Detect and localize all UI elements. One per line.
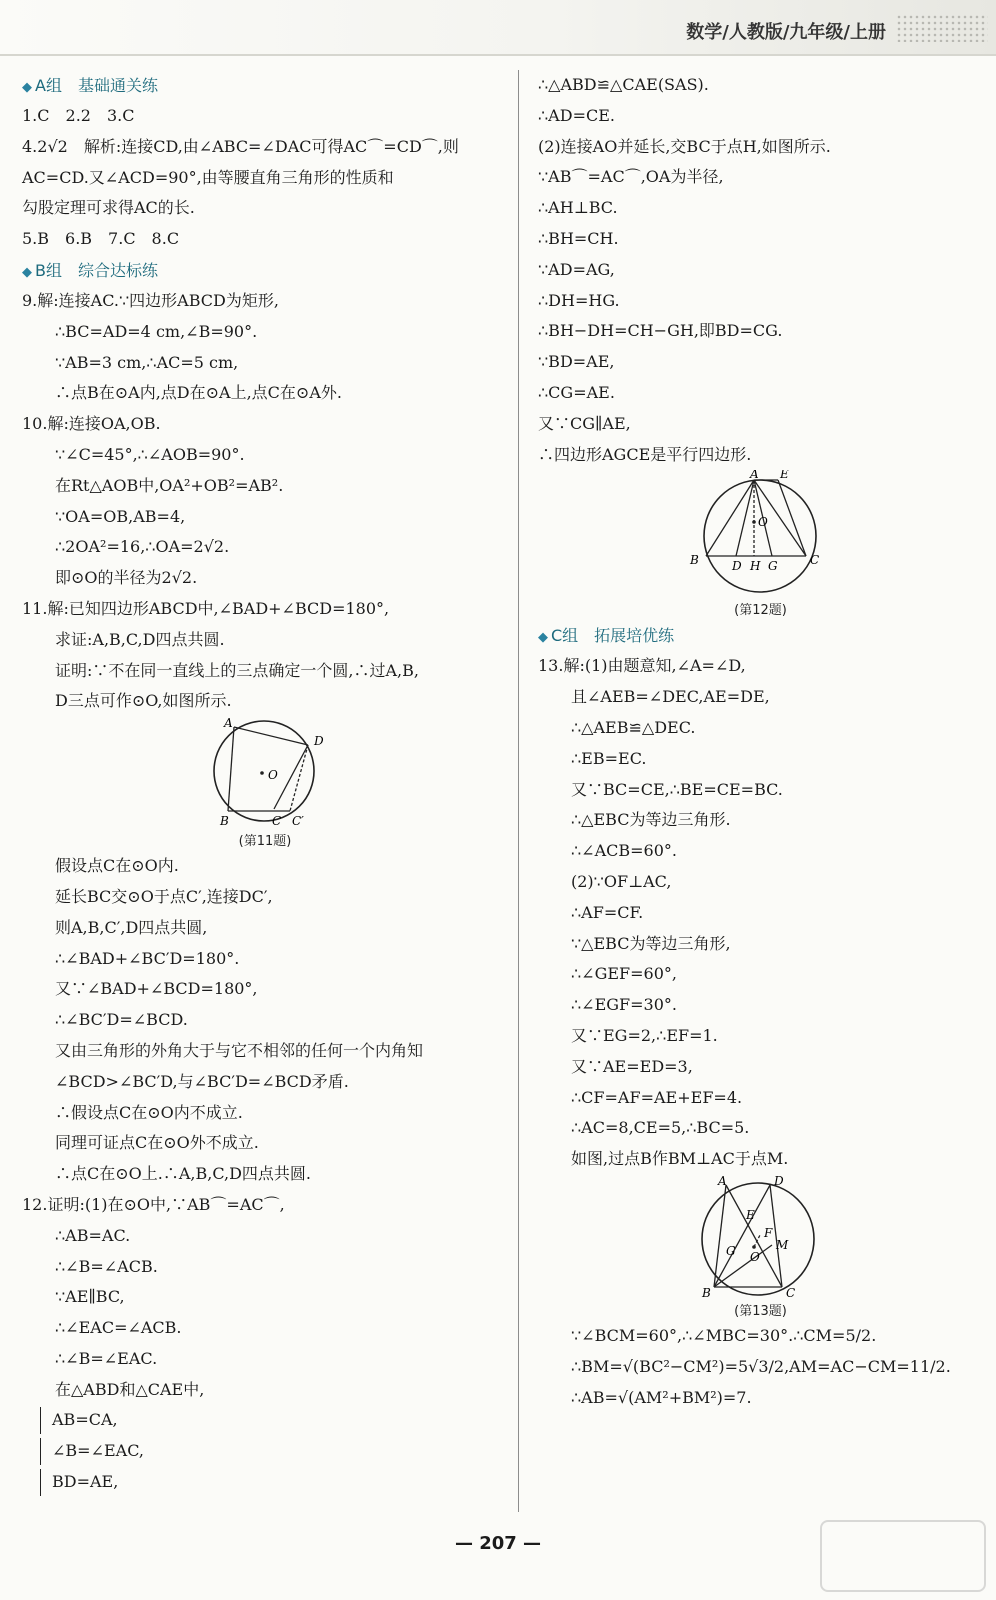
fig12-figure (686, 470, 836, 602)
fig13-segment-BM (714, 1245, 772, 1287)
solution-line: ∴AD=CE. (538, 105, 615, 125)
solution-line: BD=AE, (22, 1467, 508, 1498)
fig13-label: F (763, 1225, 772, 1240)
fig13-segment-DB (714, 1185, 770, 1287)
section-heading (22, 255, 508, 286)
solution-line: 则A,B,C′,D四点共圆, (55, 917, 208, 937)
solution-line: ∴2OA²=16,∴OA=2√2. (55, 537, 230, 557)
page-number: — 207 — (454, 1533, 542, 1554)
fig11-segment-AB (228, 727, 234, 811)
solution-line: 延长BC交⊙O于点C′,连接DC′, (55, 886, 273, 906)
fig11-diagram (180, 717, 350, 829)
solution-line: ∴∠GEF=60°, (571, 964, 677, 984)
fig13-label: A (717, 1174, 727, 1188)
solution-line: 又∵CG∥AE, (538, 413, 631, 433)
fig11-label: O (268, 768, 278, 783)
solution-line: 又∵BC=CE,∴BE=CE=BC. (571, 779, 783, 799)
solution-line: 又∵AE=ED=3, (571, 1056, 693, 1076)
fig11-segment-DC′ (290, 745, 308, 811)
fig11-label: C′ (292, 814, 304, 829)
solution-line: 在△ABD和△CAE中, (55, 1379, 205, 1399)
solution-line: ∠B=∠EAC, (22, 1436, 508, 1467)
solution-line: ∴∠EGF=30°. (571, 995, 677, 1015)
solution-line: ∴点C在⊙O上.∴A,B,C,D四点共圆. (55, 1164, 312, 1184)
solution-line: ∴BH−DH=CH−GH,即BD=CG. (538, 321, 783, 341)
fig13-diagram (686, 1175, 836, 1299)
solution-line: 1.C 2.2 3.C (22, 106, 135, 125)
fig13-segment-AB (714, 1185, 726, 1287)
fig12-segment-EC (778, 480, 806, 556)
solution-line: ∴BM=√(BC²−CM²)=5√3/2,AM=AC−CM=11/2. (571, 1356, 951, 1376)
fig11-segment-CD (274, 745, 308, 809)
fig12-caption: (第12题) (734, 603, 787, 619)
section-heading-text: C组 拓展培优练 (551, 626, 675, 646)
fig11-caption: (第11题) (238, 834, 292, 850)
solution-line: 5.B 6.B 7.C 8.C (22, 229, 180, 249)
solution-line: ∴∠B=∠EAC. (55, 1348, 158, 1368)
header-dot-pattern (896, 14, 988, 42)
solution-line: ∵∠BCM=60°,∴∠MBC=30°.∴CM=5/2. (571, 1325, 877, 1345)
solution-line: (2)∵OF⊥AC, (571, 871, 672, 891)
column-divider (518, 70, 519, 1512)
fig11-label: A (224, 717, 233, 731)
fig12-segment-AB (706, 480, 754, 556)
solution-line: 假设点C在⊙O内. (55, 856, 179, 876)
fig12-label: D (731, 559, 742, 574)
solution-line: ∴AH⊥BC. (538, 198, 618, 218)
fig11-center-point (260, 771, 264, 775)
solution-line: 即⊙O的半径为2√2. (55, 568, 198, 588)
header-title: 数学/人教版/九年级/上册 (686, 22, 886, 43)
solution-line: ∴BH=CH. (538, 228, 619, 248)
solution-line: ∵AD=AG, (538, 259, 615, 279)
solution-line: ∴∠EAC=∠ACB. (55, 1318, 182, 1338)
solution-line: 如图,过点B作BM⊥AC于点M. (571, 1149, 789, 1169)
section-heading-text: A组 基础通关练 (35, 76, 158, 95)
solution-line: ∵BD=AE, (538, 352, 615, 372)
fig12-label: O (757, 515, 768, 530)
diamond-icon: ◆ (22, 264, 32, 280)
watermark-logo (820, 1520, 986, 1592)
solution-line: ∴AF=CF. (571, 902, 644, 922)
solution-line: ∴DH=HG. (538, 290, 620, 310)
fig12-label: G (767, 559, 778, 574)
solution-line: 在Rt△AOB中,OA²+OB²=AB². (55, 475, 284, 495)
solution-line: ∴∠BC′D=∠BCD. (55, 1010, 188, 1030)
solution-line: ∴四边形AGCE是平行四边形. (538, 444, 752, 464)
fig12-label: H (749, 559, 760, 574)
fig11-figure (180, 717, 350, 833)
solution-line: 勾股定理可求得AC的长. (22, 198, 195, 218)
fig13-label: G (725, 1243, 736, 1258)
section-heading-text: B组 综合达标练 (35, 260, 158, 280)
fig11-label: B (220, 814, 229, 829)
left-column (22, 70, 508, 1498)
solution-line: ∴△ABD≌△CAE(SAS). (538, 75, 709, 94)
solution-line: AC=CD.又∠ACD=90°,由等腰直角三角形的性质和 (22, 167, 394, 187)
section-heading (538, 620, 983, 651)
fig13-label: B (701, 1285, 711, 1299)
fig11-label: C (272, 814, 282, 829)
solution-line: ∴CF=AF=AE+EF=4. (571, 1087, 743, 1107)
solution-line: ∵AE∥BC, (55, 1287, 125, 1307)
fig12-label: E (779, 470, 789, 482)
fig12-label: A (749, 470, 759, 482)
section-heading (22, 70, 508, 101)
fig13-label: C (785, 1285, 795, 1299)
fig13-figure (686, 1175, 836, 1303)
solution-line: 同理可证点C在⊙O外不成立. (55, 1133, 259, 1153)
fig12-segment-AD (736, 480, 754, 556)
solution-line: ∴CG=AE. (538, 382, 615, 402)
fig13-label: E (745, 1207, 755, 1222)
solution-line: ∴∠ACB=60°. (571, 841, 677, 861)
solution-line: 又由三角形的外角大于与它不相邻的任何一个内角知 (55, 1040, 424, 1060)
fig13-center-point (752, 1245, 756, 1249)
solution-line: 且∠AEB=∠DEC,AE=DE, (571, 687, 770, 707)
solution-line: ∴△AEB≌△DEC. (571, 717, 696, 737)
solution-line: ∴EB=EC. (571, 748, 647, 768)
solution-line: 11.解:已知四边形ABCD中,∠BAD+∠BCD=180°, (22, 598, 390, 618)
fig12-label: C (809, 553, 819, 568)
solution-line: (2)连接AO并延长,交BC于点H,如图所示. (538, 136, 831, 156)
solution-line: 又∵∠BAD+∠BCD=180°, (55, 979, 258, 999)
solution-line: ∴AB=√(AM²+BM²)=7. (571, 1387, 752, 1407)
page-header (0, 0, 996, 56)
fig13-label: M (775, 1237, 788, 1252)
solution-line: ∵△EBC为等边三角形, (571, 933, 731, 953)
solution-line: 9.解:连接AC.∵四边形ABCD为矩形, (22, 290, 279, 310)
solution-line: ∴△EBC为等边三角形. (571, 810, 731, 830)
solution-line: ∴∠B=∠ACB. (55, 1256, 158, 1276)
fig13-caption: (第13题) (734, 1303, 787, 1319)
fig11-label: D (314, 734, 324, 749)
solution-line: 又∵EG=2,∴EF=1. (571, 1025, 718, 1045)
solution-line: 4.2√2 解析:连接CD,由∠ABC=∠DAC可得AC⌒=CD⌒,则 (22, 136, 459, 156)
solution-line: ∵∠C=45°,∴∠AOB=90°. (55, 444, 245, 464)
solution-line: AB=CA, (22, 1405, 508, 1436)
solution-line: ∠BCD>∠BC′D,与∠BC′D=∠BCD矛盾. (55, 1071, 349, 1091)
solution-line: ∴假设点C在⊙O内不成立. (55, 1102, 243, 1122)
solution-line: ∵AB=3 cm,∴AC=5 cm, (55, 352, 239, 372)
solution-line: ∴AB=AC. (55, 1225, 131, 1245)
solution-line: ∴点B在⊙A内,点D在⊙A上,点C在⊙A外. (55, 383, 342, 403)
solution-line: ∴BC=AD=4 cm,∠B=90°. (55, 321, 258, 341)
solution-line: ∴∠BAD+∠BC′D=180°. (55, 948, 240, 968)
solution-line: 求证:A,B,C,D四点共圆. (55, 629, 225, 649)
right-column (538, 70, 983, 1413)
solution-line: 12.证明:(1)在⊙O中,∵AB⌒=AC⌒, (22, 1194, 285, 1214)
diamond-icon: ◆ (538, 630, 548, 646)
fig12-diagram (686, 470, 836, 598)
solution-line: 证明:∵不在同一直线上的三点确定一个圆,∴过A,B, (55, 660, 419, 680)
solution-line: ∴AC=8,CE=5,∴BC=5. (571, 1118, 750, 1138)
solution-line: ∵OA=OB,AB=4, (55, 506, 186, 526)
diamond-icon: ◆ (22, 80, 32, 95)
solution-line: ∵AB⌒=AC⌒,OA为半径, (538, 167, 724, 187)
fig12-center-point (752, 521, 756, 525)
solution-line: 10.解:连接OA,OB. (22, 414, 161, 434)
fig13-label: O (749, 1249, 760, 1264)
fig11-segment-AD (234, 727, 308, 745)
fig12-label: B (689, 553, 699, 568)
solution-line: 13.解:(1)由题意知,∠A=∠D, (538, 656, 746, 676)
fig13-label: D (773, 1174, 784, 1188)
solution-line: D三点可作⊙O,如图所示. (55, 691, 232, 711)
